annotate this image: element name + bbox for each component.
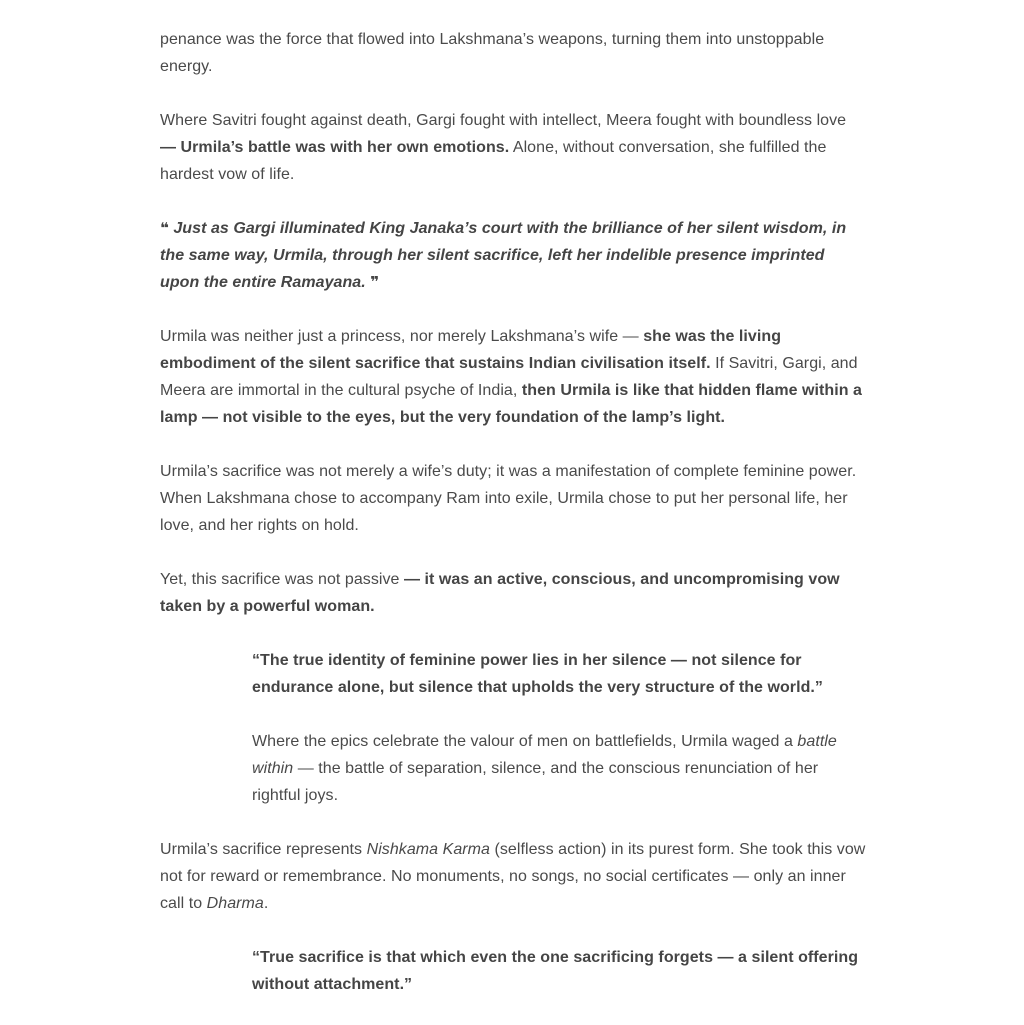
italic-text: Dharma xyxy=(206,895,264,912)
text: Where Savitri fought against death, Gargi fought with intellect, Meera fought with boundless love xyxy=(160,112,847,129)
text: If Savitri, Gargi, and Meera are immortal in the cultural psyche of India, xyxy=(160,355,858,399)
blockquote-true-sacrifice xyxy=(252,944,866,998)
paragraph-urmila-battle xyxy=(160,107,866,188)
text: penance was the force that flowed into Lakshmana’s weapons, turning them into unstoppable energy. xyxy=(160,31,825,75)
blockquote-feminine-power xyxy=(252,647,866,701)
paragraph-penance xyxy=(160,26,866,80)
paragraph-not-passive xyxy=(160,566,866,620)
bold-text: — Urmila’s battle was with her own emotions. xyxy=(160,139,510,156)
close-quote-icon: ❞ xyxy=(370,274,380,291)
text: Urmila’s sacrifice was not merely a wife’s duty; it was a manifestation of complete feminine power. When Lakshmana chose to accompany Ram into exile, Urmila chose to put her personal life, her love, and her rights on hold. xyxy=(160,463,857,534)
text: — the battle of separation, silence, and the conscious renunciation of her rightful joys. xyxy=(252,760,819,804)
article-body xyxy=(160,26,866,1025)
pull-quote-gargi xyxy=(160,215,866,296)
paragraph-urmila-princess xyxy=(160,323,866,431)
bold-text: — it was an active, conscious, and uncompromising vow taken by a powerful woman. xyxy=(160,571,840,615)
text: . xyxy=(263,895,269,912)
paragraph-nishkama-karma xyxy=(160,836,866,917)
text: Urmila was neither just a princess, nor merely Lakshmana’s wife — xyxy=(160,328,644,345)
text: Where the epics celebrate the valour of men on battlefields, Urmila waged a xyxy=(252,733,798,750)
bold-text: then Urmila is like that hidden flame within a lamp — not visible to the eyes, but the very foundation of the lamp’s light. xyxy=(160,382,863,426)
quote-text: Just as Gargi illuminated King Janaka’s court with the brilliance of her silent wisdom, in the same way, Urmila, through her silent sacrifice, left her indelible presence imprinted upon the entire Ramayana. xyxy=(160,220,847,291)
bold-text: “The true identity of feminine power lies in her silence — not silence for endurance alone, but silence that upholds the very structure of the world.” xyxy=(252,652,823,696)
blockquote-battle-within xyxy=(252,728,866,809)
text: Yet, this sacrifice was not passive xyxy=(160,571,404,588)
bold-text: “True sacrifice is that which even the one sacrificing forgets — a silent offering without attachment.” xyxy=(252,949,859,993)
bold-text: she was the living embodiment of the silent sacrifice that sustains Indian civilisation itself. xyxy=(160,328,782,372)
open-quote-icon: ❝ xyxy=(160,220,169,237)
italic-text: Nishkama Karma xyxy=(366,841,490,858)
italic-text: battle within xyxy=(252,733,837,777)
text: (selfless action) in its purest form. She took this vow not for reward or remembrance. No monuments, no songs, no social certificates — only an inner call to xyxy=(160,841,866,912)
text: Urmila’s sacrifice represents xyxy=(160,841,367,858)
text: Alone, without conversation, she fulfilled the hardest vow of life. xyxy=(160,139,827,183)
paragraph-sacrifice-duty xyxy=(160,458,866,539)
